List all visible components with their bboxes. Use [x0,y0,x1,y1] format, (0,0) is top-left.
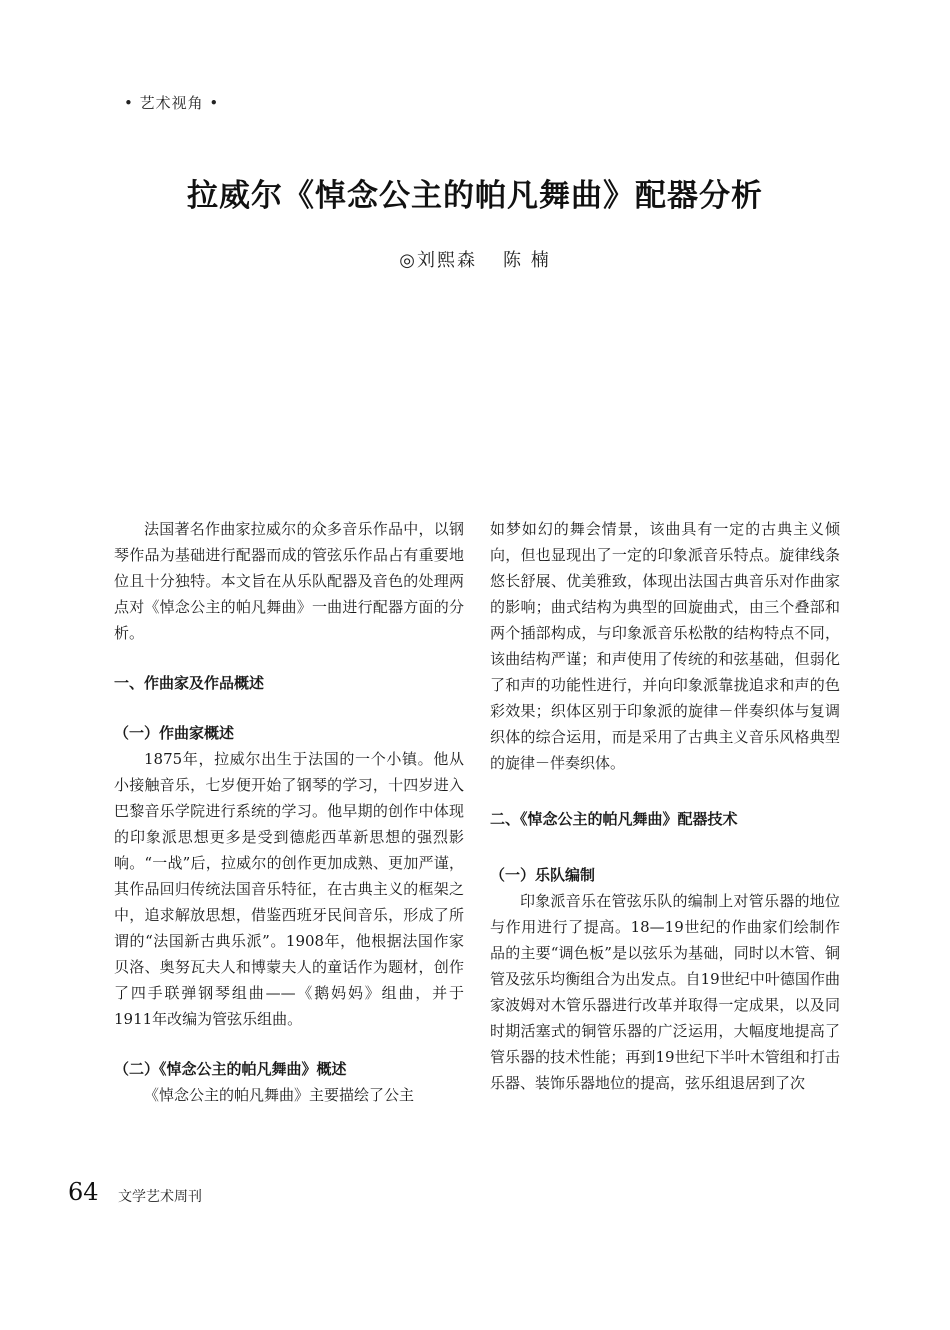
subsection-heading-2: （二）《悼念公主的帕凡舞曲》概述 [114,1060,347,1078]
body-paragraph: 1875年，拉威尔出生于法国的一个小镇。他从小接触音乐，七岁便开始了钢琴的学习，十四岁进入巴黎音乐学院进行系统的学习。他早期的创作中体现的印象派思想更多是受到德彪西革新思想的强烈影响。“一战”后，拉威尔的创作更加成熟、更加严谨，其作品回归传统法国音乐特征，在古典主义的框架之中，追求解放思想，借鉴西班牙民间音乐，形成了所谓的“法国新古典乐派”。1908年，他根据法国作家贝洛、奥努瓦夫人和博蒙夫人的童话作为题材，创作了四手联弹钢琴组曲——《鹅妈妈》组曲，并于1911年改编为管弦乐组曲。 [114,750,464,1028]
subsection-heading-1: （一）作曲家概述 [114,724,235,742]
section-heading-2: 二、《悼念公主的帕凡舞曲》配器技术 [490,810,738,828]
body-paragraph: 印象派音乐在管弦乐队的编制上对管乐器的地位与作用进行了提高。18—19世纪的作曲家们绘制作品的主要“调色板”是以弦乐为基础，同时以木管、铜管及弦乐均衡组合为出发点。自19世纪中叶德国作曲家波姆对木管乐器进行改革并取得一定成果，以及同时期活塞式的铜管乐器的广泛运用，大幅度地提高了管乐器的技术性能；再到19世纪下半叶木管组和打击乐器、装饰乐器地位的提高，弦乐组退居到了次 [490,892,840,1092]
body-paragraph-continued: 如梦如幻的舞会情景，该曲具有一定的古典主义倾向，但也显现出了一定的印象派音乐特点。旋律线条悠长舒展、优美雅致，体现出法国古典音乐对作曲家的影响；曲式结构为典型的回旋曲式，由三个叠部和两个插部构成，与印象派音乐松散的结构特点不同，该曲结构严谨；和声使用了传统的和弦基础，但弱化了和声的功能性进行，并向印象派靠拢追求和声的色彩效果；织体区别于印象派的旋律－伴奏织体与复调织体的综合运用，而是采用了古典主义音乐风格典型的旋律－伴奏织体。 [490,520,840,772]
abstract-paragraph: 法国著名作曲家拉威尔的众多音乐作品中，以钢琴作品为基础进行配器而成的管弦乐作品占有重要地位且十分独特。本文旨在从乐队配器及音色的处理两点对《悼念公主的帕凡舞曲》一曲进行配器方面的分析。 [114,520,464,642]
section-heading-1: 一、作曲家及作品概述 [114,674,265,692]
article-title: 拉威尔《悼念公主的帕凡舞曲》配器分析 [187,178,763,214]
author-line [0,246,950,272]
author-1: ◎刘熙森 [399,250,477,271]
subsection-heading-3: （一）乐队编制 [490,866,596,884]
body-paragraph: 《悼念公主的帕凡舞曲》主要描绘了公主 [144,1086,415,1104]
section-tag: • 艺术视角 • [124,94,220,112]
right-column [490,516,840,1096]
journal-name: 文学艺术周刊 [118,1189,202,1205]
left-column [114,516,464,1108]
author-2: 陈 楠 [502,250,551,271]
page-number: 64 [68,1178,99,1206]
